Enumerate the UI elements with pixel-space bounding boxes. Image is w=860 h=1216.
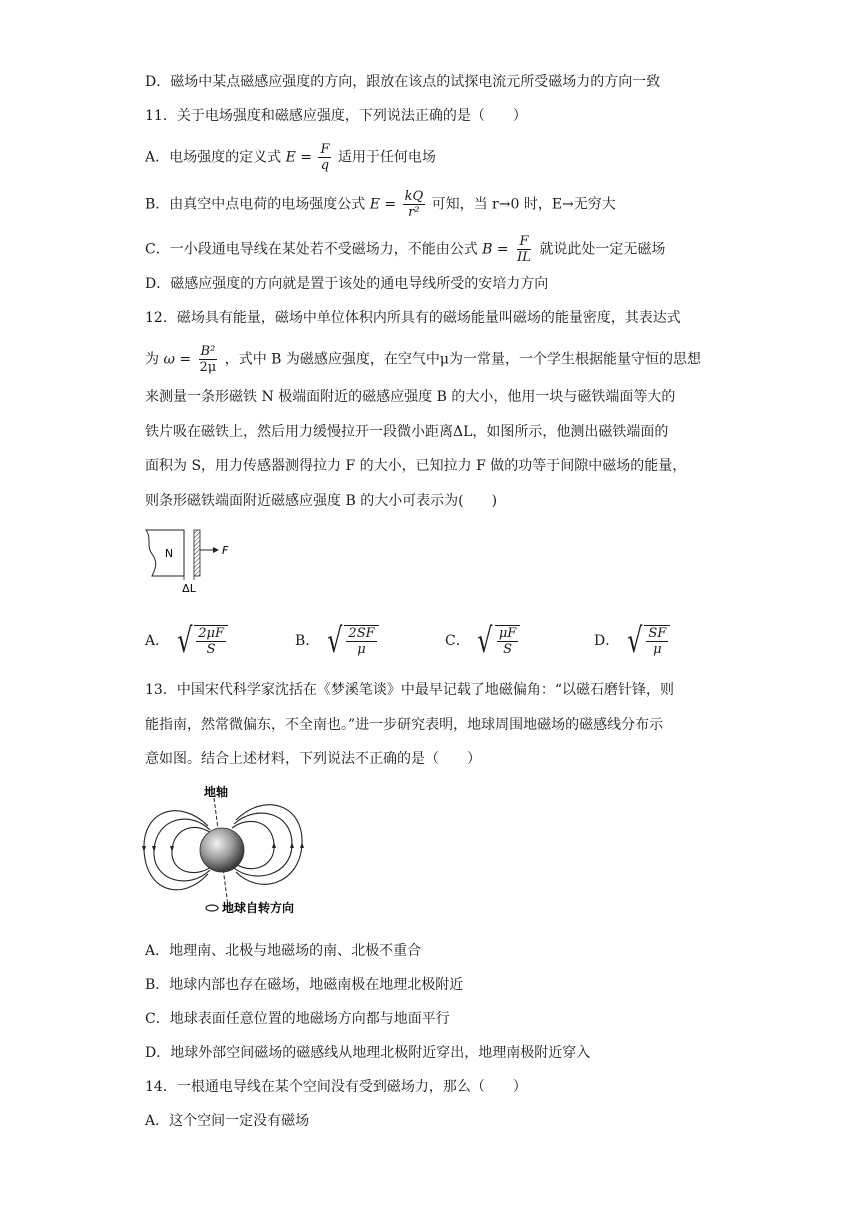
energy-density-numerator: B² [200,344,216,359]
earth-axis-label: 地轴 [204,785,229,799]
q12a-fraction [194,625,228,657]
e-definition-fraction [318,142,331,173]
q12d-sqrt [624,621,673,661]
magnet-pole-label: N [164,547,174,560]
q13-option-d: D．地球外部空间磁场的磁感线从地理北极附近穿出，地理南极附近穿入 [145,1045,591,1061]
q12-line-2 [145,344,701,375]
q14-option-a: A．这个空间一定没有磁场 [145,1113,310,1129]
e-definition-lhs: E = [285,149,312,166]
q12d-denominator: μ [653,642,662,657]
q12-line-2-post: ，式中 B 为磁感应强度，在空气中μ为一常量，一个学生根据能量守恒的思想 [224,351,701,368]
rotation-direction-icon [206,905,218,911]
q13-line-2: 能指南，然常微偏东，不全南也。”进一步研究表明，地球周围地磁场的磁感线分布示 [145,717,664,733]
q11-option-a [145,142,436,173]
q12d-numerator: SF [648,626,667,641]
q12-line-4: 铁片吸在磁铁上，然后用力缓慢拉开一段微小距离ΔL，如图所示，他测出磁铁端面的 [145,424,669,440]
q12-option-a [145,621,230,661]
b-def-denominator: IL [517,250,531,265]
q12b-sqrt [324,621,381,661]
q11c-text-pre: C．一小段通电导线在某处若不受磁场力，不能由公式 [145,241,478,258]
e-def-denominator: q [320,158,330,173]
q12a-numerator: 2μF [198,626,224,641]
point-charge-denominator: r² [408,205,420,220]
q12b-denominator: μ [357,642,366,657]
q12b-numerator: 2SF [348,626,375,641]
b-def-numerator: F [519,234,529,249]
point-charge-lhs: E = [369,196,397,213]
energy-density-lhs: ω = [163,351,192,368]
b-definition-lhs: B = [482,241,509,258]
force-arrow-head [213,547,219,553]
q12-option-b [295,621,381,661]
q10-option-d: D．磁场中某点磁感应强度的方向，跟放在该点的试探电流元所受磁场力的方向一致 [145,74,661,90]
q12c-numerator: μF [498,626,517,641]
sqrt-symbol: √ [327,621,343,661]
q12-line-2-pre: 为 [145,351,159,368]
q12-line-6: 则条形磁铁端面附近磁感应强度 B 的大小可表示为( ) [145,493,498,509]
q12d-label: D． [594,633,620,649]
q12c-fraction [495,625,520,657]
q12-option-c [445,621,522,661]
force-label: F [222,544,229,557]
q11a-text-post: 适用于任何电场 [337,149,436,166]
point-charge-numerator: kQ [404,189,424,204]
q11c-text-post: 就说此处一定无磁场 [539,241,666,258]
q12b-label: B． [295,633,320,649]
q13-line-1: 13．中国宋代科学家沈括在《梦溪笔谈》中最早记载了地磁偏角：“以磁石磨针锋，则 [145,682,674,698]
energy-density-fraction [198,344,219,375]
point-charge-fraction [403,189,426,220]
q12c-sqrt [474,621,522,661]
sqrt-symbol: √ [176,621,192,661]
q11-option-d: D．磁感应强度的方向就是置于该处的通电导线所受的安培力方向 [145,276,549,292]
q11-option-b [145,189,616,220]
q12c-label: C． [445,633,470,649]
e-def-numerator: F [320,142,330,157]
q13-option-a: A．地理南、北极与地磁场的南、北极不重合 [145,943,422,959]
q12a-sqrt [174,621,230,661]
magnet-figure [140,528,240,598]
q12-line-1: 12．磁场具有能量，磁场中单位体积内所具有的磁场能量叫磁场的能量密度，其表达式 [145,310,681,326]
b-definition-fraction [515,234,533,265]
q12-line-3: 来测量一条形磁铁 N 极端面附近的磁感应强度 B 的大小，他用一块与磁铁端面等大的 [145,389,676,405]
sqrt-symbol: √ [477,621,493,661]
earth-field-figure [140,780,340,920]
iron-plate [194,530,200,576]
q13-option-c: C．地球表面任意位置的地磁场方向都与地面平行 [145,1011,450,1027]
q11-stem: 11．关于电场强度和磁感应强度，下列说法正确的是（ ） [145,108,527,124]
q12a-label: A． [145,633,170,649]
q11a-text-pre: A．电场强度的定义式 [145,149,282,166]
sqrt-symbol: √ [626,621,643,661]
q11b-text-pre: B．由真空中点电荷的电场强度公式 [145,196,366,213]
q14-stem: 14．一根通电导线在某个空间没有受到磁场力，那么（ ） [145,1079,527,1095]
earth-globe [200,828,244,872]
q12d-fraction [644,625,670,657]
q12-option-d [594,621,672,661]
q12c-denominator: S [503,642,513,657]
q12b-fraction [344,625,378,657]
q13-option-b: B．地球内部也存在磁场，地磁南极在地理北极附近 [145,977,464,993]
q12-line-5: 面积为 S，用力传感器测得拉力 F 的大小，已知拉力 F 做的功等于间隙中磁场的能量， [145,458,687,474]
q12a-denominator: S [206,642,216,657]
energy-density-denominator: 2μ [199,360,217,375]
q11-option-c [145,234,665,265]
q11b-text-post: 可知，当 r→0 时，E→无穷大 [431,196,616,213]
q13-line-3: 意如图。结合上述材料，下列说法不正确的是（ ） [145,751,481,767]
gap-label: ΔL [182,582,196,595]
rotation-direction-label: 地球自转方向 [222,901,295,915]
